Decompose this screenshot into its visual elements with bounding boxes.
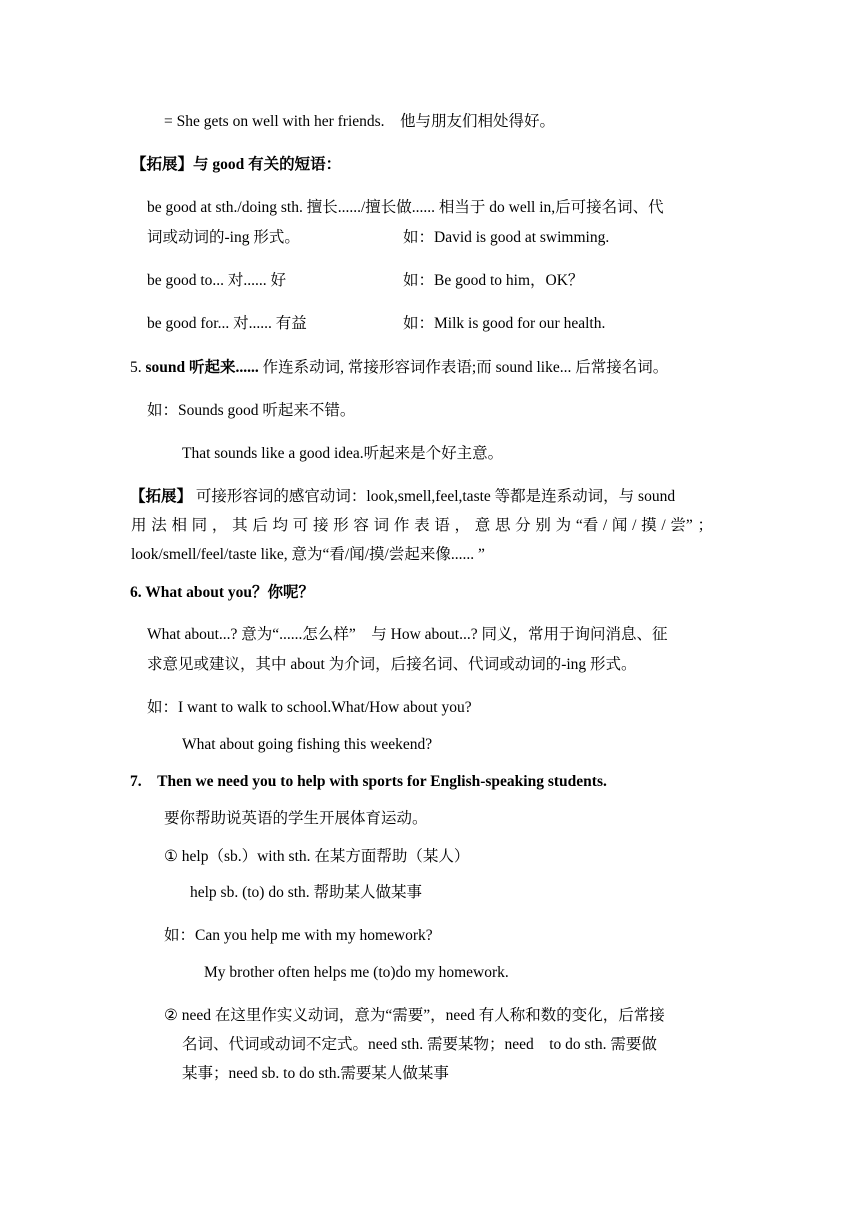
text-line: be good to... 对...... 好 xyxy=(147,272,287,289)
item-5 xyxy=(130,358,668,378)
justified-word: 闻 xyxy=(611,517,628,534)
item-number: 5. xyxy=(130,359,142,376)
example-text: 如：Be good to him，OK？ xyxy=(403,272,584,289)
justified-word: 为 xyxy=(555,517,572,534)
justified-word: 用 xyxy=(131,517,147,534)
text-line: 求意见或建议，其中 about 为介词，后接名词、代词或动词的-ing 形式。 xyxy=(147,656,637,673)
item-7-title: 7. Then we need you to help with sports for English-speaking students. xyxy=(130,773,607,790)
justified-word: 接 xyxy=(312,517,329,534)
justified-word: 法 xyxy=(151,517,167,534)
justified-word: 相 xyxy=(171,517,187,534)
text-line: What about...? 意为“......怎么样” 与 How about...? 同义，常用于询问消息、征 xyxy=(147,626,668,643)
justified-word: 语 xyxy=(434,517,450,534)
justified-word: 思 xyxy=(494,517,511,534)
example-text: 如：Milk is good for our health. xyxy=(403,315,606,332)
justified-word: / xyxy=(632,517,637,534)
justified-word: 其 xyxy=(232,517,248,534)
example-text: 如：Can you help me with my homework? xyxy=(164,927,433,944)
justified-word: 作 xyxy=(393,517,410,534)
justified-text-line xyxy=(131,516,713,536)
justified-word: ； xyxy=(697,517,713,534)
justified-word: 词 xyxy=(373,517,390,534)
text-line: ① help（sb.）with sth. 在某方面帮助（某人） xyxy=(164,848,470,865)
translation-text: 要你帮助说英语的学生开展体育运动。 xyxy=(164,810,428,827)
justified-word: 后 xyxy=(252,517,268,534)
text-line: look/smell/feel/taste like, 意为“看/闻/摸/尝起来像...... ” xyxy=(131,546,485,563)
justified-word: / xyxy=(602,517,608,534)
example-text: That sounds like a good idea.听起来是个好主意。 xyxy=(182,445,504,462)
example-text: 如：David is good at swimming. xyxy=(403,229,610,246)
justified-word: 分 xyxy=(515,517,531,534)
text-line: ② need 在这里作实义动词，意为“需要”，need 有人称和数的变化，后常接 xyxy=(164,1007,665,1024)
example-text: My brother often helps me (to)do my homework. xyxy=(204,964,509,981)
justified-word: 可 xyxy=(292,517,309,534)
item-6-title: 6. What about you？你呢？ xyxy=(130,584,315,601)
text-line: 词或动词的-ing 形式。 xyxy=(147,229,300,246)
text-line: = She gets on well with her friends. 他与朋友们相处得好。 xyxy=(164,113,556,130)
justified-word: 表 xyxy=(414,517,430,534)
justified-word: 容 xyxy=(353,517,369,534)
text-line: 可接形容词的感官动词：look,smell,feel,taste 等都是连系动词，与 sound xyxy=(192,488,676,505)
extension-paragraph xyxy=(130,487,675,507)
item-title: sound 听起来...... xyxy=(145,359,259,376)
justified-word: “看 xyxy=(575,517,599,534)
text-line: 某事；need sb. to do sth.需要某人做某事 xyxy=(182,1065,449,1082)
example-text: 如：Sounds good 听起来不错。 xyxy=(147,402,356,419)
justified-word: 同 xyxy=(191,517,208,534)
text-line: 名词、代词或动词不定式。need sth. 需要某物；need to do sth. 需要做 xyxy=(182,1036,657,1053)
text-line: be good at sth./doing sth. 擅长....../擅长做...... 相当于 do well in,后可接名词、代 xyxy=(147,199,664,216)
justified-word: 意 xyxy=(474,517,491,534)
section-heading: 【拓展】 xyxy=(130,488,193,505)
justified-word: 均 xyxy=(272,517,289,534)
justified-word: ， xyxy=(211,517,228,534)
example-text: What about going fishing this weekend? xyxy=(182,736,433,753)
text-line: help sb. (to) do sth. 帮助某人做某事 xyxy=(190,884,423,901)
item-text: 作连系动词, 常接形容词作表语;而 sound like... 后常接名词。 xyxy=(258,359,669,376)
section-heading: 【拓展】与 good 有关的短语： xyxy=(131,156,342,173)
justified-word: 别 xyxy=(535,517,551,534)
justified-word: 形 xyxy=(333,517,349,534)
text-line: be good for... 对...... 有益 xyxy=(147,315,307,332)
justified-word: ， xyxy=(454,517,471,534)
example-text: 如：I want to walk to school.What/How about you? xyxy=(147,699,472,716)
justified-word: 摸 xyxy=(641,517,657,534)
justified-word: / xyxy=(661,517,666,534)
justified-word: 尝” xyxy=(670,517,693,534)
